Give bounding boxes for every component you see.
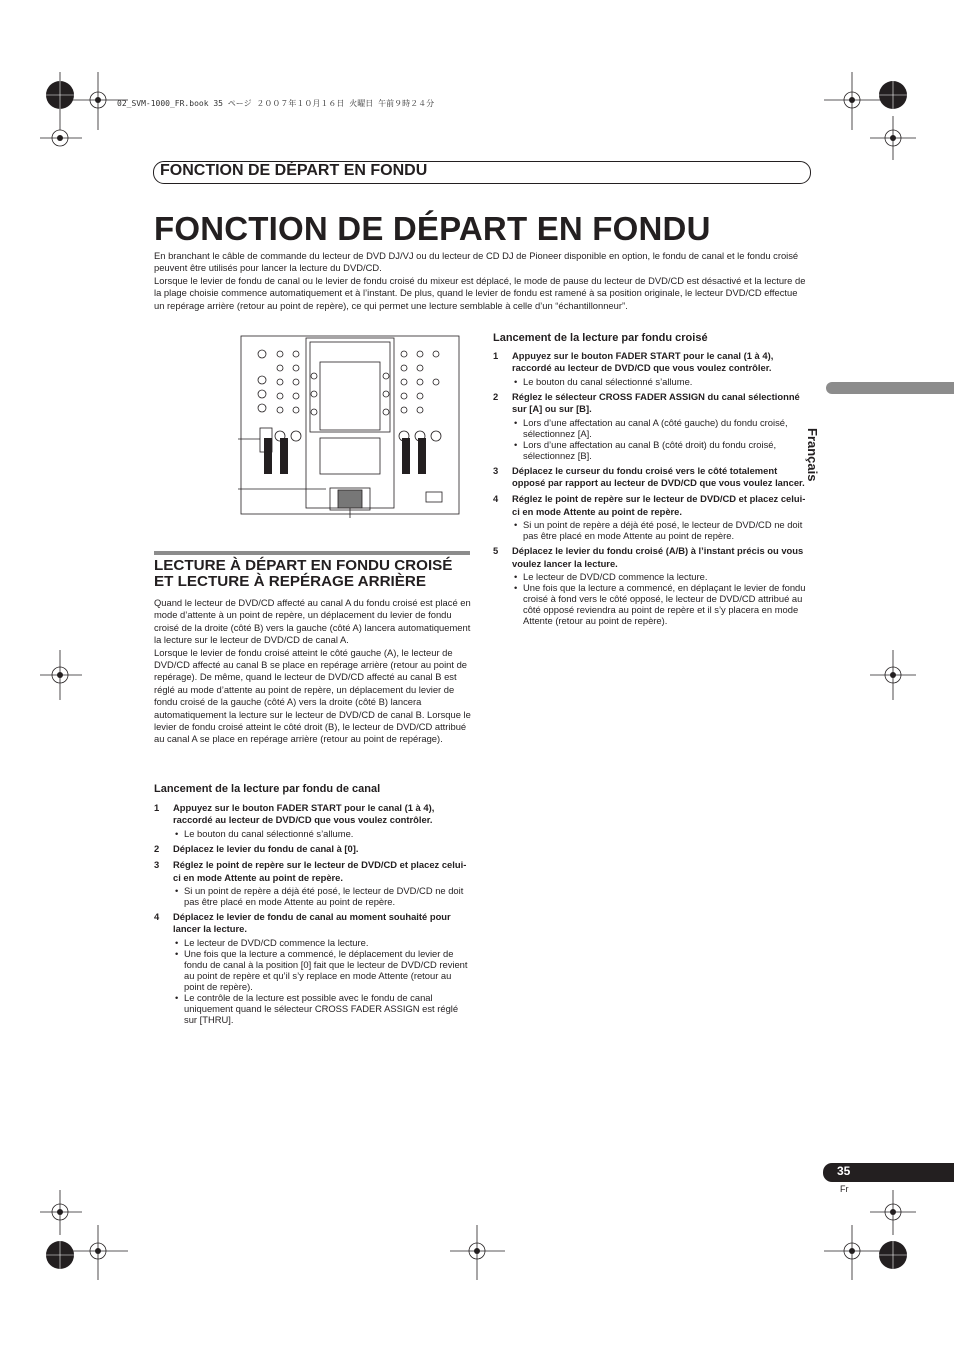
step-item bbox=[493, 545, 811, 626]
intro-paragraph: En branchant le câble de commande du lecteur de DVD DJ/VJ ou du lecteur de CD DJ de Pioneer disponible en option, le fondu de canal et le fondu croisé peuvent être utilisés pour lancer la lecture du DVD/CD. bbox=[154, 250, 799, 274]
section-paragraph: Lorsque le levier de fondu croisé atteint le côté gauche (A), le lecteur de DVD/CD affecté au canal B se place en repérage arrière (retour au point de repérage). De même, quand le lecteur de DVD/CD affecté au canal B est réglé au mode d’attente au point de repère, un déplacement du levier de fondu croisé de la gauche (côté A) vers la droite (côté B) lancera automatiquement la lecture sur le lecteur de DVD/CD de canal B. Lorsque le levier de fondu croisé atteint le côté droit (B), le lecteur de DVD/CD attribué au canal A se place en repérage arrière (retour au point de repérage). bbox=[154, 646, 471, 745]
step-text: Déplacez le levier de fondu de canal au moment souhaité pour lancer la lecture. bbox=[173, 911, 451, 935]
step-text: Appuyez sur le bouton FADER START pour le canal (1 à 4), raccordé au lecteur de DVD/CD que vous voulez contrôler. bbox=[512, 350, 774, 374]
step-item bbox=[154, 911, 472, 1025]
channel-fader-title: Lancement de la lecture par fondu de canal bbox=[154, 783, 381, 795]
step-number: 2 bbox=[154, 842, 160, 854]
step-item bbox=[493, 350, 811, 387]
step-number: 2 bbox=[493, 390, 499, 402]
page-number: 35 bbox=[837, 1164, 851, 1178]
section-body bbox=[154, 597, 472, 746]
channel-fader-steps bbox=[154, 802, 472, 1029]
step-text: Réglez le point de repère sur le lecteur de DVD/CD et placez celui-ci en mode Attente au point de repère. bbox=[512, 493, 806, 517]
step-text: Réglez le point de repère sur le lecteur de DVD/CD et placez celui-ci en mode Attente au point de repère. bbox=[173, 859, 467, 883]
cross-fader-steps bbox=[493, 350, 811, 630]
step-number: 4 bbox=[154, 911, 160, 923]
cross-fader-title: Lancement de la lecture par fondu croisé bbox=[493, 332, 708, 344]
language-label: Français bbox=[805, 428, 820, 482]
step-item bbox=[154, 843, 472, 855]
bullet-item: • Le bouton du canal sélectionné s’allume. bbox=[173, 828, 472, 839]
page-language: Fr bbox=[840, 1184, 849, 1194]
step-text: Déplacez le levier du fondu croisé (A/B) à l’instant précis ou vous voulez lancer la lecture. bbox=[512, 545, 804, 569]
step-item bbox=[493, 493, 811, 541]
step-number: 4 bbox=[493, 493, 499, 505]
bullet-item: • Le contrôle de la lecture est possible avec le fondu de canal uniquement quand le sélecteur CROSS FADER ASSIGN est réglé sur [THRU]. bbox=[173, 992, 472, 1025]
bullet-item: • Le lecteur de DVD/CD commence la lecture. bbox=[512, 571, 811, 582]
language-tab bbox=[826, 382, 954, 394]
bullet-item: • Lors d’une affectation au canal B (côté droit) du fondu croisé, sélectionnez [B]. bbox=[512, 439, 811, 461]
bullet-item: • Une fois que la lecture a commencé, le déplacement du levier de fondu de canal à la position [0] fait que le lecteur de DVD/CD revient au point de repère et qu’il s’y replace en mode Attente (retour au point de repère). bbox=[173, 948, 472, 992]
step-item bbox=[493, 391, 811, 461]
step-text: Appuyez sur le bouton FADER START pour le canal (1 à 4), raccordé au lecteur de DVD/CD que vous voulez contrôler. bbox=[173, 802, 435, 826]
section-paragraph: Quand le lecteur de DVD/CD affecté au canal A du fondu croisé est placé en mode d’attente à un point de repère, un déplacement du levier de fondu croisé de la droite (côté B) vers la gauche (côté A) lancera automatiquement la lecture sur le lecteur de DVD/CD de canal A. bbox=[154, 597, 471, 646]
step-number: 3 bbox=[493, 464, 499, 476]
step-item bbox=[154, 859, 472, 907]
step-text: Déplacez le levier du fondu de canal à [0]. bbox=[173, 842, 359, 854]
bullet-item: • Une fois que la lecture a commencé, en déplaçant le levier de fondu croisé à fond vers le côté opposé, le lecteur de DVD/CD attribué au côté opposé reviendra au point de repère et il s’y placera en mode Attente (retour au point de repère). bbox=[512, 582, 811, 626]
print-meta: 02_SVM-1000_FR.book 35 ページ ２００７年１０月１６日 火曜日 午前９時２４分 bbox=[117, 99, 435, 108]
step-item bbox=[154, 802, 472, 839]
step-number: 1 bbox=[154, 802, 160, 813]
bullet-item: • Le bouton du canal sélectionné s’allume. bbox=[512, 376, 811, 387]
step-number: 1 bbox=[493, 350, 499, 361]
step-text: Réglez le sélecteur CROSS FADER ASSIGN du canal sélectionné sur [A] ou sur [B]. bbox=[512, 390, 800, 415]
mixer-illustration bbox=[238, 332, 462, 522]
section-title: LECTURE À DÉPART EN FONDU CROISÉ ET LECTURE À REPÉRAGE ARRIÈRE bbox=[154, 557, 453, 590]
bullet-item: • Si un point de repère a déjà été posé, le lecteur de DVD/CD ne doit pas être placé en mode Attente au point de repère. bbox=[173, 885, 472, 907]
bullet-item: • Lors d’une affectation au canal A (côté gauche) du fondu croisé, sélectionnez [A]. bbox=[512, 417, 811, 439]
header-title: FONCTION DE DÉPART EN FONDU bbox=[160, 162, 428, 179]
page-title: FONCTION DE DÉPART EN FONDU bbox=[154, 210, 711, 247]
step-number: 3 bbox=[154, 859, 160, 871]
step-number: 5 bbox=[493, 545, 499, 557]
intro-text bbox=[154, 250, 810, 312]
section-rule bbox=[154, 551, 470, 555]
bullet-item: • Le lecteur de DVD/CD commence la lecture. bbox=[173, 937, 472, 948]
bullet-item: • Si un point de repère a déjà été posé, le lecteur de DVD/CD ne doit pas être placé en mode Attente au point de repère. bbox=[512, 519, 811, 541]
step-text: Déplacez le curseur du fondu croisé vers le côté totalement opposé par rapport au lecteur de DVD/CD que vous voulez lancer. bbox=[512, 464, 805, 489]
intro-paragraph: Lorsque le levier de fondu de canal ou le levier de fondu croisé du mixeur est déplacé, le mode de pause du lecteur de DVD/CD est désactivé et la lecture de la plage choisie commence automatiquement et à l’instant. De plus, quand le levier de fondu est ramené à sa position originale, le lecteur DVD/CD effectue un repérage arrière (retour au point de repère), ce qui permet une lecture semblable à celle d’un “échantillonneur”. bbox=[154, 274, 806, 311]
step-item bbox=[493, 465, 811, 490]
